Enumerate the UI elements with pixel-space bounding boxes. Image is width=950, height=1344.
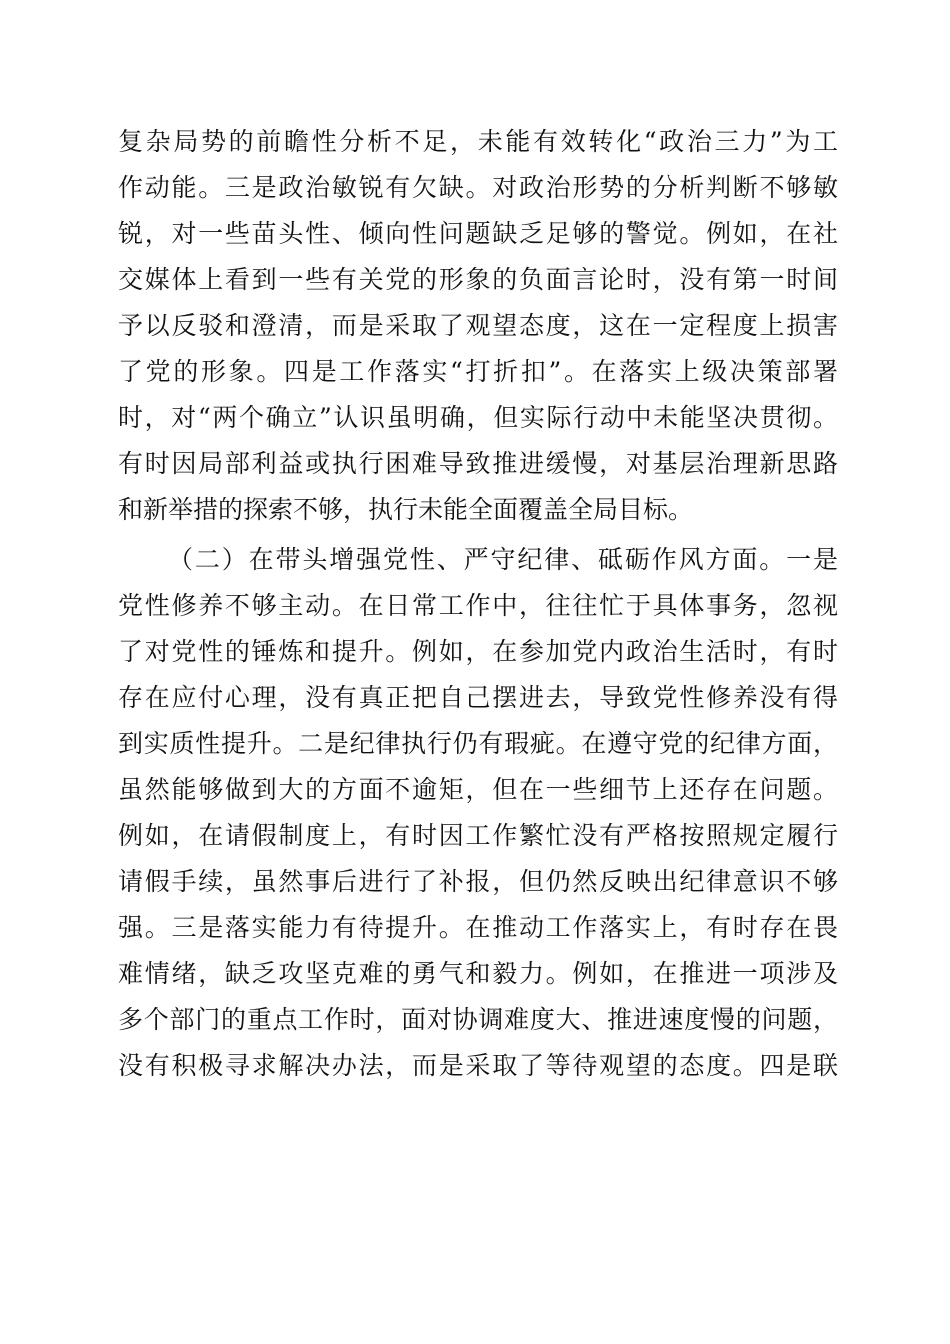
text-line: 多个部门的重点工作时，面对协调难度大、推进速度慢的问题， [118,1005,838,1034]
text-line: 强。三是落实能力有待提升。在推动工作落实上，有时存在畏 [118,913,838,942]
text-line: 了对党性的锤炼和提升。例如，在参加党内政治生活时，有时 [118,637,838,666]
section-heading-line: （二）在带头增强党性、严守纪律、砥砺作风方面。一是 [168,545,838,574]
text-line: 作动能。三是政治敏锐有欠缺。对政治形势的分析判断不够敏 [118,173,838,202]
text-line: 有时因局部利益或执行困难导致推进缓慢，对基层治理新思路 [118,449,838,478]
text-line: 锐，对一些苗头性、倾向性问题缺乏足够的警觉。例如，在社 [118,219,838,248]
text-line: 例如，在请假制度上，有时因工作繁忙没有严格按照规定履行 [118,821,838,850]
text-line: 交媒体上看到一些有关党的形象的负面言论时，没有第一时间 [118,265,838,294]
text-line: 请假手续，虽然事后进行了补报，但仍然反映出纪律意识不够 [118,867,838,896]
text-line: 到实质性提升。二是纪律执行仍有瑕疵。在遵守党的纪律方面， [118,729,838,758]
text-line: 和新举措的探索不够，执行未能全面覆盖全局目标。 [118,495,694,524]
text-line: 存在应付心理，没有真正把自己摆进去，导致党性修养没有得 [118,683,838,712]
text-line: 复杂局势的前瞻性分析不足，未能有效转化“政治三力”为工 [118,127,838,156]
text-line: 了党的形象。四是工作落实“打折扣”。在落实上级决策部署 [118,357,838,386]
text-line: 予以反驳和澄清，而是采取了观望态度，这在一定程度上损害 [118,311,838,340]
body-text [118,119,838,1089]
text-line: 没有积极寻求解决办法，而是采取了等待观望的态度。四是联 [118,1051,838,1080]
text-line: 时，对“两个确立”认识虽明确，但实际行动中未能坚决贯彻。 [118,403,838,432]
text-line: 难情绪，缺乏攻坚克难的勇气和毅力。例如，在推进一项涉及 [118,959,838,988]
text-line: 党性修养不够主动。在日常工作中，往往忙于具体事务，忽视 [118,591,838,620]
text-line: 虽然能够做到大的方面不逾矩，但在一些细节上还存在问题。 [118,775,838,804]
